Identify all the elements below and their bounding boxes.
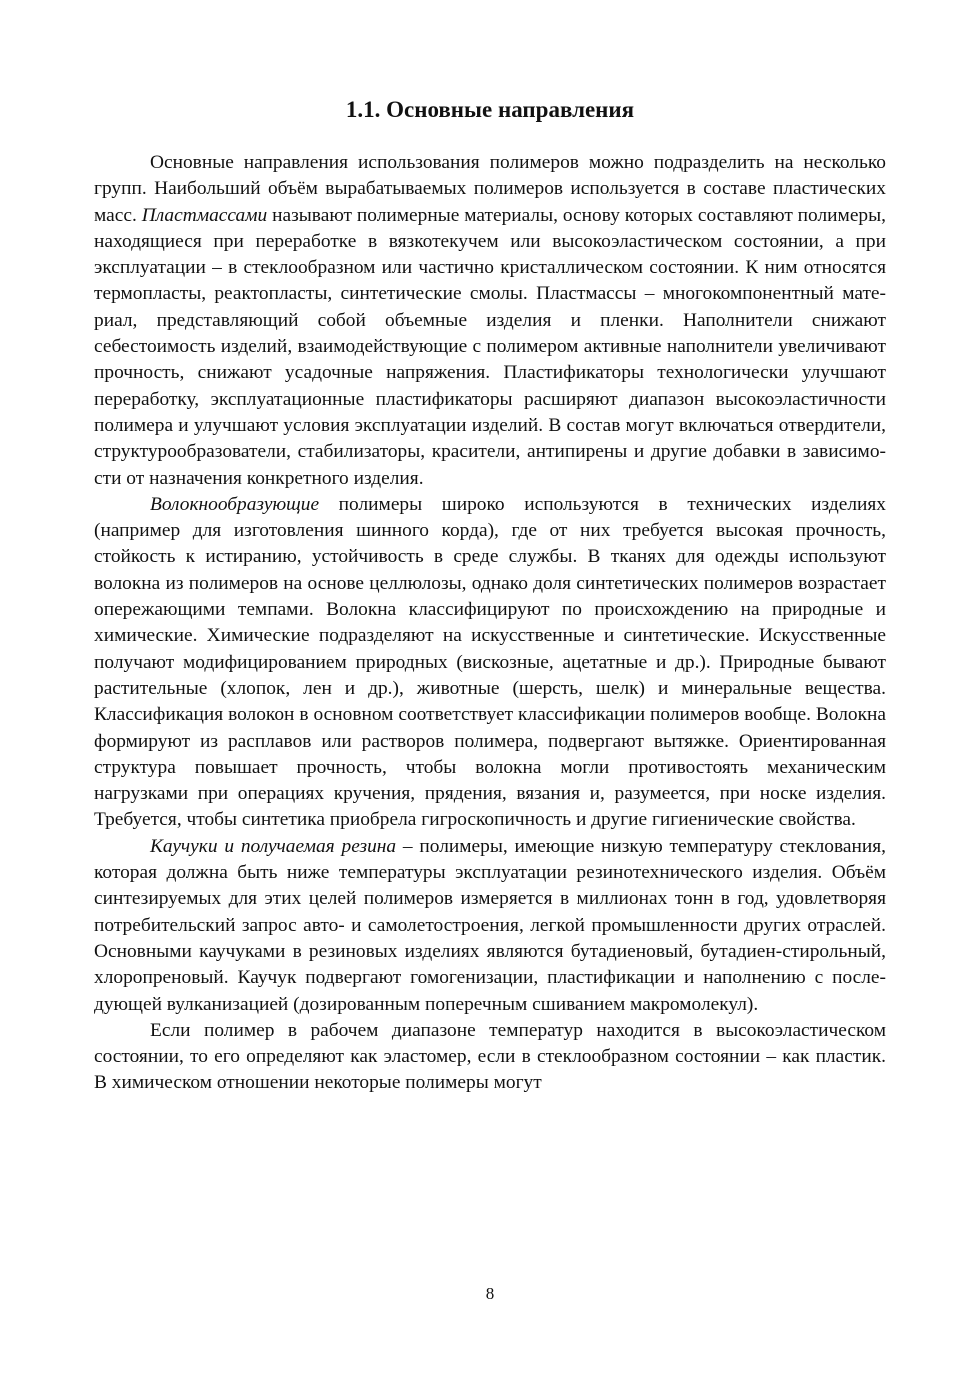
page-number: 8 — [485, 1284, 495, 1303]
document-page — [94, 0, 886, 1386]
paragraph-plastics — [94, 150, 886, 492]
paragraph-text: Если полимер в рабочем диапазоне температур находится в высокоэластическом состоянии, то его определяют как эластомер, если в стеклообразном состоянии – как пластик. В химическом отношении некоторые полимеры могут — [94, 1019, 886, 1094]
paragraph-fibers — [94, 492, 886, 834]
term-fiber-forming: Волокнообразующие — [150, 493, 320, 515]
paragraph-text: – полимеры, имеющие низкую температуру стеклования, которая должна быть ниже температуры эксплуатации резинотехнического изделия. Объём синтезируемых для этих целей полимеров измеряется в миллионах тонн в год, удовлетворяя потребительский запрос авто- и самолетостроения, легкой промышленности других отраслей. Основными каучуками в резиновых изделиях являются бутадиеновый, бутадиен-стирольный, хлоропреновый. Каучук подвергают гомогенизации, пластификации и наполнению с последующей вулканизацией (дозированным поперечным сшиванием макромолекул). — [94, 835, 886, 1015]
paragraph-elastomers — [94, 1018, 886, 1097]
section-heading: 1.1. Основные направления — [345, 97, 635, 122]
paragraph-text-a: Основные направления использования полимеров можно подразделить на несколько групп. Наибольший объём вырабатываемых полимеров используется в составе пластических масс. — [94, 152, 886, 226]
paragraph-text: полимеры широко используются в технических изделиях (например для изготовления шинного корда), где от них требуется высокая прочность, стойкость к истиранию, устойчивость в среде службы. В тканях для одежды используют волокна из полимеров на основе целлюлозы, однако доля синтетических полимеров возрастает опережающими темпами. Волокна классифицируют по происхождению на природные и химические. Химические подразделяют на искусственные и синтетические. Искусственные получают модифицированием природных (вискозные, ацетатные и др.). Природные бывают растительные (хлопок, лен и др.), животные (шерсть, шелк) и минеральные вещества. Классификация волокон в основном соответствует классификации полимеров вообще. Волокна формируют из расплавов или растворов полимера, подвергают вытяжке. Ориентированная структура повышает прочность, чтобы волокна могли противостоять механическим нагрузками при операциях кручения, прядения, вязания и, разумеется, при носке изделия. Требуется, чтобы синтетика приобрела гигроскопичность и другие гигиенические свойства. — [94, 493, 886, 831]
term-rubbers: Каучуки и получаемая резина — [150, 835, 397, 857]
paragraph-text-b: называют полимерные материалы, основу которых составляют полимеры, находящиеся при переработке в вязкотекучем или высокоэластическом состоянии, а при эксплуатации – в стеклообразном или частично кристаллическом состоянии. К ним относятся термопласты, реактопласты, синтетические смолы. Пластмассы – многокомпонентный материал, представляющий собой объемные изделия и пленки. Наполнители снижают себестоимость изделий, взаимодействующие с полимером активные наполнители увеличивают прочность, снижают усадочные напряжения. Пластификаторы технологически улучшают переработку, эксплуатационные пластификаторы расширяют диапазон высокоэластичности полимера и улучшают условия эксплуатации изделий. В состав могут включаться отвердители, структурообразователи, стабилизаторы, красители, антипирены и другие добавки в зависимости от назначения конкретного изделия. — [94, 204, 886, 489]
body-text — [94, 150, 886, 1097]
term-plastics: Пластмассами — [141, 204, 268, 226]
paragraph-rubbers — [94, 834, 886, 1018]
